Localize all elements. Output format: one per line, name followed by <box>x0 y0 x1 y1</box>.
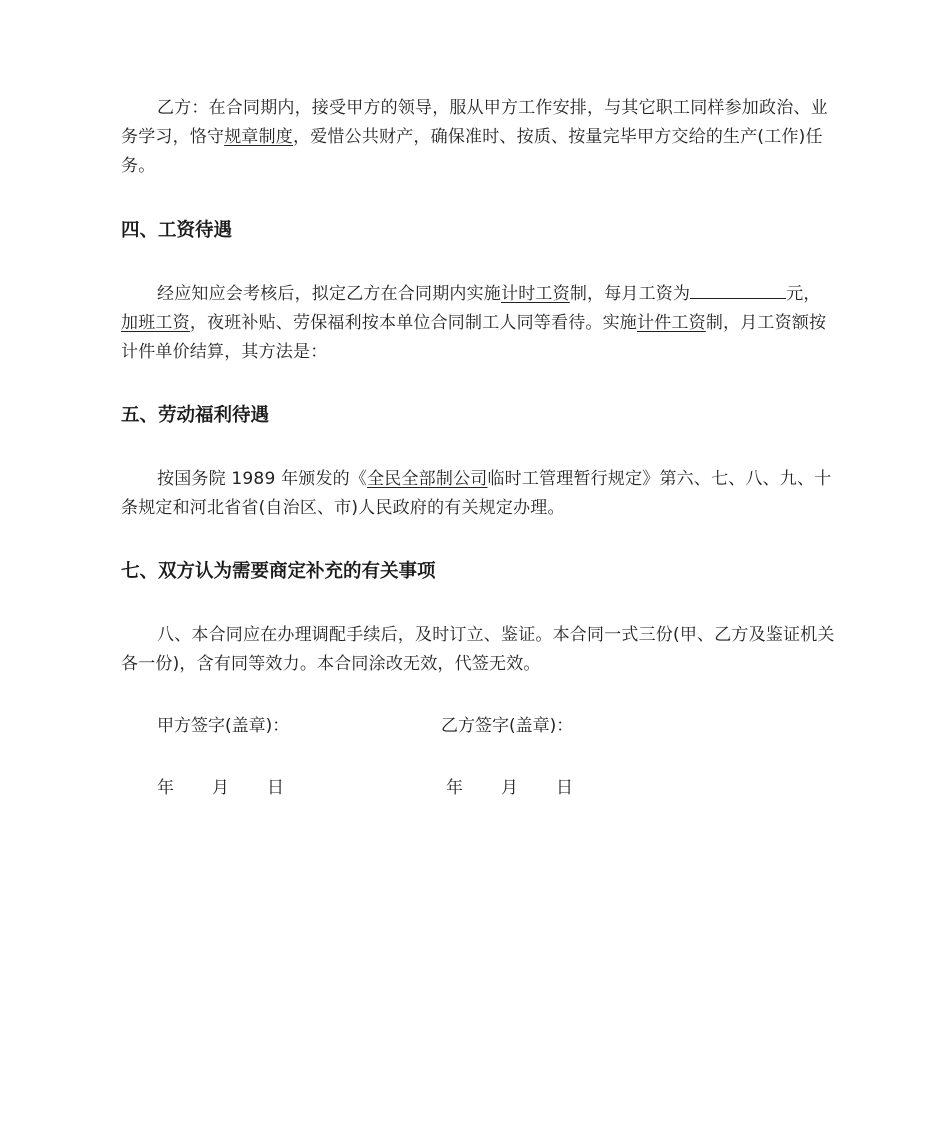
wage-paragraph <box>121 280 835 367</box>
party-b-duties-paragraph <box>121 94 835 181</box>
welfare-paragraph <box>121 465 835 523</box>
hourly-wage-link[interactable]: 计时工资 <box>501 284 570 304</box>
party-b-year: 年 <box>446 778 463 798</box>
company-link[interactable]: 全民全部制公司 <box>367 469 488 489</box>
welfare-text-2: 临时工管理暂行规定》第六、七、八、九、十条规定和河北省省(自治区、市)人民政府的有关规定办理。 <box>121 469 832 518</box>
section-5-heading: 五、劳动福利待遇 <box>121 405 270 426</box>
wage-text-4: ，夜班补贴、劳保福利按本单位合同制工人同等看待。实施 <box>189 313 638 333</box>
wage-text-1: 经应知应会考核后，拟定乙方在合同期内实施 <box>157 284 501 304</box>
party-b-text-2: ，爱惜公共财产，确保准时、按质、按量完毕甲方交给的生产(工作)任务。 <box>121 127 823 176</box>
section-4-heading: 四、工资待遇 <box>121 220 233 241</box>
rules-link[interactable]: 规章制度 <box>224 127 294 147</box>
wage-text-5: 制，月工资额按计件单价结算，其方法是： <box>121 313 827 362</box>
party-b-month: 月 <box>501 778 518 798</box>
party-b-day: 日 <box>556 778 573 798</box>
piece-rate-link[interactable]: 计件工资 <box>637 313 706 333</box>
party-a-day: 日 <box>267 778 284 798</box>
monthly-wage-blank <box>690 280 786 299</box>
wage-text-2: 制，每月工资为 <box>569 284 691 304</box>
contract-validity-paragraph: 八、本合同应在办理调配手续后，及时订立、鉴证。本合同一式三份(甲、乙方及鉴证机关各一份)，含有同等效力。本合同涂改无效，代签无效。 <box>121 625 835 674</box>
overtime-pay-link[interactable]: 加班工资 <box>121 313 190 333</box>
welfare-text-1: 按国务院 1989 年颁发的《 <box>157 469 368 489</box>
party-a-month: 月 <box>212 778 229 798</box>
party-b-signature-label: 乙方签字(盖章)： <box>441 716 574 736</box>
party-a-signature-label: 甲方签字(盖章)： <box>157 716 290 736</box>
party-a-date <box>157 774 284 803</box>
section-7-heading: 七、双方认为需要商定补充的有关事项 <box>121 561 436 582</box>
party-b-date <box>446 774 573 803</box>
party-b-text-1: 乙方：在合同期内，接受甲方的领导，服从甲方工作安排，与其它职工同样参加政治、业务学习，恪守 <box>121 98 828 147</box>
party-a-year: 年 <box>157 778 174 798</box>
wage-text-3: 元， <box>786 284 821 304</box>
